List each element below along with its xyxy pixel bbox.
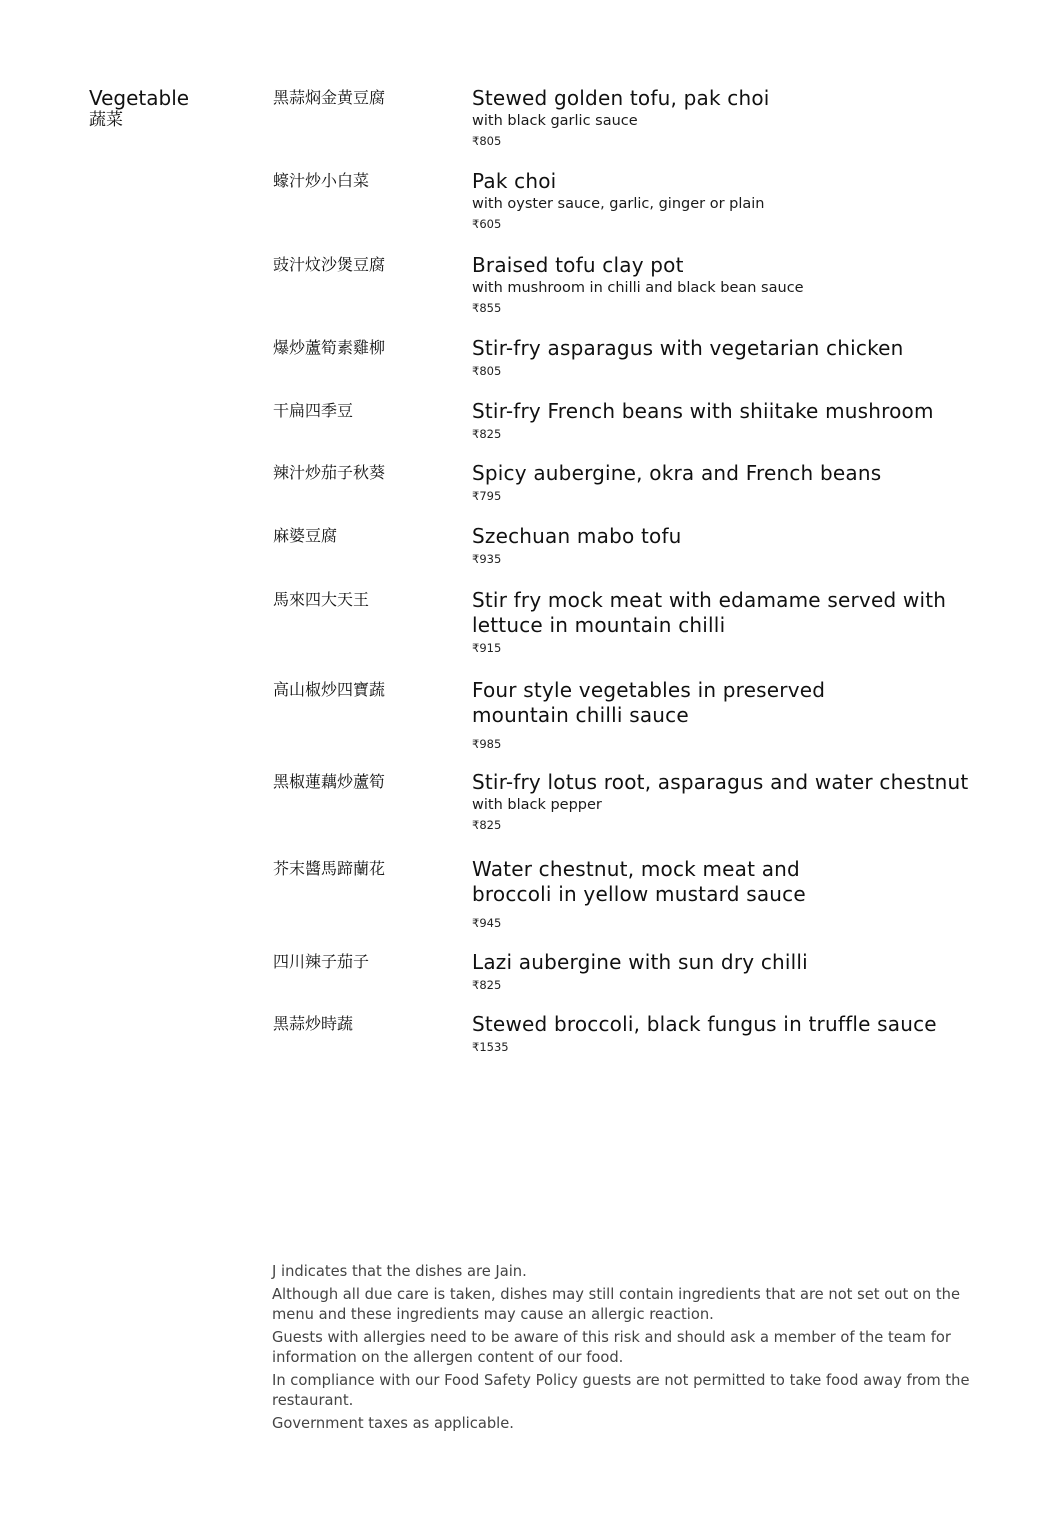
menu-item-name: Stewed golden tofu, pak choi: [472, 86, 770, 110]
menu-item-description: with mushroom in chilli and black bean sauce: [472, 280, 804, 296]
section-title-chinese: 蔬菜: [89, 110, 123, 130]
menu-item-price: ₹825: [472, 978, 502, 992]
menu-item-name: Stir-fry French beans with shiitake mushroom: [472, 399, 934, 423]
footer-note: Although all due care is taken, dishes may still contain ingredients that are not set out on the menu and these ingredients may cause an allergic reaction.: [272, 1285, 961, 1323]
menu-item-description: with oyster sauce, garlic, ginger or plain: [472, 196, 765, 212]
menu-item-chinese-name: 麻婆豆腐: [273, 526, 338, 545]
section-title-english: Vegetable: [89, 86, 190, 110]
footer-notes: [272, 1262, 972, 1436]
menu-item-chinese-name: 芥末醬馬蹄蘭花: [273, 859, 386, 878]
menu-item-chinese-name: 干扁四季豆: [273, 401, 354, 420]
menu-item-price: ₹805: [472, 134, 502, 148]
footer-note: Government taxes as applicable.: [272, 1414, 514, 1432]
menu-item-description: with black pepper: [472, 797, 602, 813]
menu-item-chinese-name: 黑椒蓮藕炒蘆筍: [273, 772, 386, 791]
menu-item-chinese-name: 辣汁炒茄子秋葵: [273, 463, 386, 482]
menu-item-name: Stewed broccoli, black fungus in truffle sauce: [472, 1012, 937, 1036]
footer-note: J indicates that the dishes are Jain.: [272, 1263, 527, 1280]
menu-item-price: ₹825: [472, 427, 502, 441]
menu-item-name: Stir fry mock meat with edamame served with lettuce in mountain chilli: [472, 588, 947, 637]
menu-item-chinese-name: 黑蒜炒時蔬: [273, 1014, 354, 1033]
menu-item-chinese-name: 高山椒炒四寶蔬: [273, 680, 386, 699]
menu-item-name: Lazi aubergine with sun dry chilli: [472, 950, 808, 974]
menu-item-price: ₹605: [472, 217, 502, 231]
menu-item-chinese-name: 黑蒜焖金黄豆腐: [273, 88, 386, 107]
menu-item-price: ₹795: [472, 489, 502, 503]
menu-item-name: Stir-fry lotus root, asparagus and water chestnut: [472, 770, 969, 794]
menu-item-price: ₹935: [472, 552, 502, 566]
menu-item-chinese-name: 豉汁炆沙煲豆腐: [273, 255, 386, 274]
menu-item-price: ₹825: [472, 818, 502, 832]
menu-item-name: Szechuan mabo tofu: [472, 524, 682, 548]
section-title: [89, 86, 189, 131]
menu-item-name: Pak choi: [472, 169, 557, 193]
menu-item-chinese-name: 蠔汁炒小白菜: [273, 171, 370, 190]
menu-item-name: Water chestnut, mock meat and broccoli in yellow mustard sauce: [472, 857, 806, 906]
menu-item-price: ₹985: [472, 737, 502, 751]
menu-item-price: ₹945: [472, 916, 502, 930]
footer-note: In compliance with our Food Safety Policy guests are not permitted to take food away from the restaurant.: [272, 1371, 970, 1409]
menu-item-chinese-name: 爆炒蘆筍素雞柳: [273, 338, 386, 357]
menu-item-chinese-name: 四川辣子茄子: [273, 952, 370, 971]
menu-item-description: with black garlic sauce: [472, 113, 638, 129]
footer-note: Guests with allergies need to be aware of this risk and should ask a member of the team for information on the allergen content of our food.: [272, 1328, 951, 1366]
menu-item-price: ₹855: [472, 301, 502, 315]
menu-item-name: Braised tofu clay pot: [472, 253, 684, 277]
menu-item-price: ₹805: [472, 364, 502, 378]
menu-item-price: ₹915: [472, 641, 502, 655]
menu-item-name: Spicy aubergine, okra and French beans: [472, 461, 882, 485]
menu-item-name: Four style vegetables in preserved mountain chilli sauce: [472, 678, 826, 727]
menu-item-price: ₹1535: [472, 1040, 509, 1054]
menu-item-name: Stir-fry asparagus with vegetarian chicken: [472, 336, 904, 360]
menu-item-chinese-name: 馬來四大天王: [273, 590, 370, 609]
